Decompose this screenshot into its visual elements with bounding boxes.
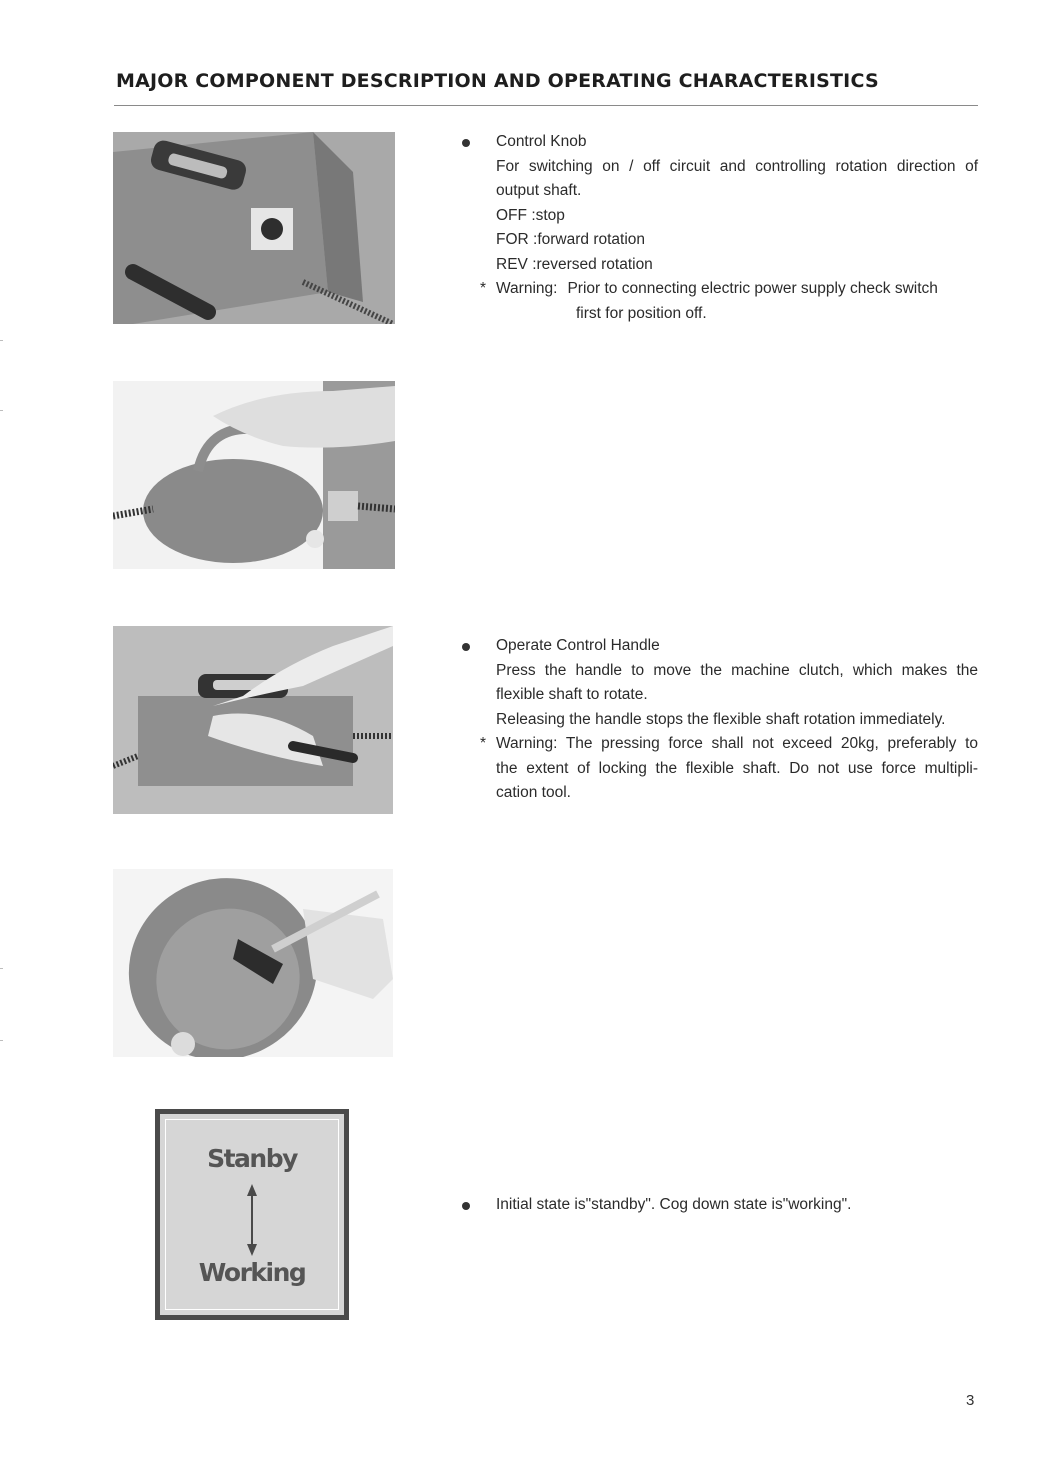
state-text: Initial state is"standby". Cog down state is"working".: [496, 1196, 852, 1213]
knob-warning-line2: first for position off.: [576, 304, 707, 322]
section-control-knob: [460, 130, 978, 326]
bullet-icon: [462, 643, 470, 651]
state-top-label: Stanby: [207, 1144, 297, 1173]
section-control-handle: [460, 634, 978, 806]
handle-body-line3: Releasing the handle stops the flexible shaft rotation immediately.: [496, 710, 946, 728]
handle-warning: [460, 732, 978, 806]
photo-press-handle: [113, 626, 393, 814]
scan-edge-mark: [0, 410, 3, 411]
knob-warning-line1: Prior to connecting electric power supply check switch: [567, 280, 938, 297]
double-arrow-icon: [246, 1184, 258, 1256]
page-number: 3: [966, 1392, 975, 1409]
knob-state-rev: REV :reversed rotation: [496, 255, 653, 273]
knob-state-off: OFF :stop: [496, 206, 565, 224]
bullet-icon: [462, 139, 470, 147]
scan-edge-mark: [0, 340, 3, 341]
photo-handle-grip: [113, 381, 395, 569]
asterisk-icon: *: [480, 735, 487, 752]
section-state: [460, 1193, 978, 1218]
state-diagram: [155, 1109, 349, 1320]
scan-edge-mark: [0, 968, 3, 969]
handle-warning-line3: cation tool.: [496, 784, 571, 801]
handle-warning-line1: Warning: The pressing force shall not exceed 20kg, preferably to: [496, 735, 978, 752]
knob-state-for: FOR :forward rotation: [496, 231, 646, 248]
handle-item: [460, 634, 978, 732]
knob-body-line1: For switching on / off circuit and controlling rotation direction of: [496, 157, 978, 175]
state-bottom-label: Working: [198, 1258, 306, 1287]
scan-edge-mark: [0, 1040, 3, 1041]
asterisk-icon: *: [480, 280, 487, 297]
knob-warning-label: Warning:: [496, 280, 558, 297]
state-item: [460, 1193, 978, 1218]
handle-body-line1: Press the handle to move the machine clutch, which makes the: [496, 661, 978, 679]
knob-warning: [460, 277, 978, 326]
title-rule: [114, 105, 978, 106]
knob-body-line2: output shaft.: [496, 182, 582, 199]
photo-control-knob: [113, 132, 395, 324]
knob-item: [460, 130, 978, 277]
photo-cog-lever: [113, 869, 393, 1057]
handle-body-line2: flexible shaft to rotate.: [496, 686, 648, 703]
bullet-icon: [462, 1202, 470, 1210]
handle-warning-line2: the extent of locking the flexible shaft. Do not use force multipli-: [496, 759, 978, 777]
handle-heading: Operate Control Handle: [496, 637, 660, 654]
page-title: MAJOR COMPONENT DESCRIPTION AND OPERATING CHARACTERISTICS: [116, 70, 879, 92]
knob-heading: Control Knob: [496, 133, 587, 150]
